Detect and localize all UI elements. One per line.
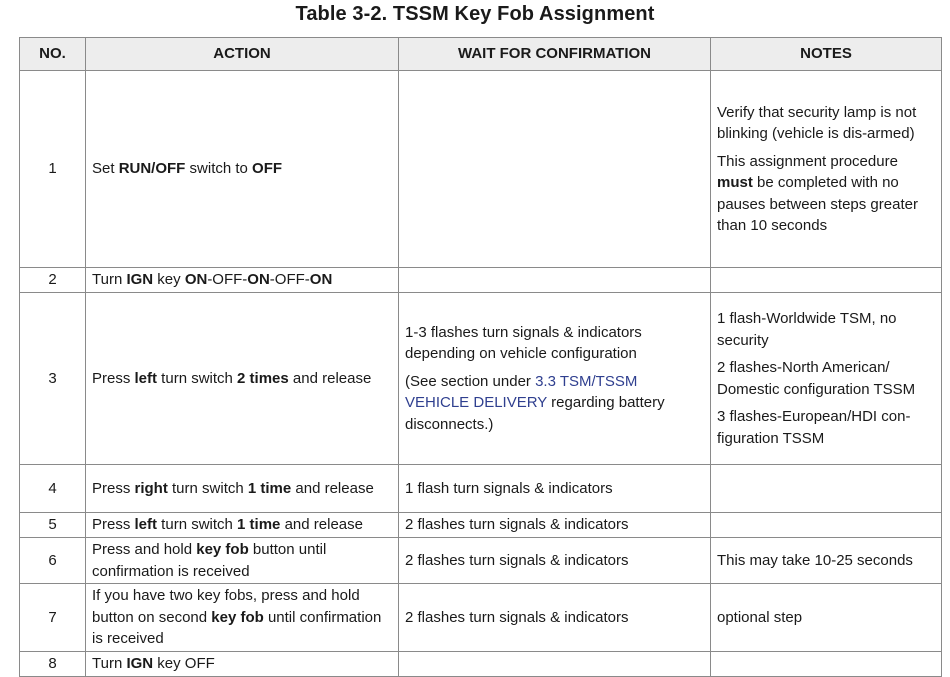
table-row (20, 268, 942, 293)
text-run: 2 flashes-North American/ Domestic configuration TSSM (717, 359, 916, 398)
note-paragraph (717, 151, 935, 237)
text-run: regarding battery disconnects.) (405, 394, 665, 433)
table-row (20, 71, 942, 268)
text-run: and release (280, 516, 363, 534)
step-number: 4 (20, 465, 86, 513)
wait-paragraph (405, 607, 704, 629)
bold-text: RUN/OFF (118, 160, 186, 178)
text-run: Press (92, 369, 135, 387)
action-cell (86, 538, 399, 584)
bold-text: must (717, 174, 753, 191)
text-run: and release (288, 369, 372, 387)
text-run: 1-3 flashes turn signals & indicators depending on vehicle configuration (405, 323, 642, 363)
text-run: switch to (185, 160, 253, 178)
action-cell (86, 652, 399, 677)
action-cell (86, 465, 399, 513)
table-row (20, 538, 942, 584)
bold-text: right (134, 479, 168, 497)
step-number: 3 (20, 293, 86, 465)
note-paragraph (717, 102, 935, 145)
bold-text: left (134, 516, 158, 534)
text-run: -OFF- (207, 271, 248, 289)
text-run: key (153, 271, 185, 289)
bold-text: 1 time (247, 479, 292, 497)
table-row (20, 465, 942, 513)
text-run: 2 flashes turn signals & indicators (405, 516, 629, 534)
section-link[interactable]: 3.3 TSM/TSSM VEHICLE DELIVERY (405, 372, 638, 412)
bold-text: IGN (126, 655, 154, 673)
notes-cell (711, 293, 942, 465)
bold-text: 1 time (237, 516, 281, 534)
step-number: 8 (20, 652, 86, 677)
action-cell (86, 584, 399, 652)
text-run: (See section under (405, 372, 536, 390)
text-run: Turn (92, 271, 127, 289)
header-no: NO. (20, 38, 86, 71)
notes-cell (711, 268, 942, 293)
notes-cell (711, 538, 942, 584)
bold-text: ON (247, 271, 270, 289)
note-paragraph (717, 308, 935, 351)
text-run: turn switch (157, 369, 238, 387)
text-run: 2 flashes turn signals & indicators (405, 608, 629, 626)
text-run: optional step (717, 608, 803, 626)
text-run: 3 flashes-European/HDI con-figuration TSSM (717, 408, 911, 447)
text-run: 2 flashes turn signals & indicators (405, 551, 629, 569)
text-run: and release (291, 479, 374, 497)
note-paragraph (717, 357, 935, 400)
step-number: 2 (20, 268, 86, 293)
bold-text: 2 times (237, 369, 289, 387)
text-run: Verify that security lamp is not blinking (vehicle is dis-armed) (717, 103, 917, 142)
notes-cell (711, 465, 942, 513)
header-wait: WAIT FOR CONFIRMATION (399, 38, 711, 71)
text-run: Turn (92, 655, 127, 673)
step-number: 6 (20, 538, 86, 584)
bold-text: ON (184, 271, 208, 289)
text-run: turn switch (167, 479, 248, 497)
text-run: This may take 10-25 seconds (717, 551, 913, 569)
wait-cell (399, 293, 711, 465)
text-run: -OFF- (269, 271, 310, 289)
text-run: key OFF (153, 655, 215, 673)
bold-text: OFF (252, 160, 283, 178)
wait-cell (399, 513, 711, 538)
notes-cell (711, 71, 942, 268)
wait-paragraph (405, 371, 704, 436)
header-notes: NOTES (711, 38, 942, 71)
table-row (20, 293, 942, 465)
header-action: ACTION (86, 38, 399, 71)
wait-cell (399, 652, 711, 677)
table-row (20, 584, 942, 652)
table-row (20, 652, 942, 677)
text-run: If you have two key fobs, press and hold button on second (92, 587, 360, 626)
step-number: 5 (20, 513, 86, 538)
bold-text: key fob (211, 608, 264, 626)
note-paragraph (717, 607, 935, 629)
note-paragraph (717, 406, 935, 449)
action-cell (86, 268, 399, 293)
action-cell (86, 71, 399, 268)
notes-cell (711, 652, 942, 677)
table-title: Table 3-2. TSSM Key Fob Assignment (295, 3, 655, 25)
step-number: 1 (20, 71, 86, 268)
text-run: turn switch (157, 516, 238, 534)
wait-cell (399, 268, 711, 293)
text-run: Press (92, 516, 135, 534)
bold-text: left (134, 369, 158, 387)
action-cell (86, 513, 399, 538)
bold-text: key fob (196, 541, 249, 558)
table-row (20, 513, 942, 538)
wait-cell (399, 465, 711, 513)
notes-cell (711, 513, 942, 538)
wait-cell (399, 71, 711, 268)
wait-cell (399, 538, 711, 584)
wait-paragraph (405, 478, 704, 500)
wait-cell (399, 584, 711, 652)
text-run: until confirmation is received (92, 608, 382, 648)
step-number: 7 (20, 584, 86, 652)
text-run: 1 flash-Worldwide TSM, no security (717, 310, 897, 349)
bold-text: ON (309, 271, 333, 289)
note-paragraph (717, 550, 935, 572)
wait-paragraph (405, 550, 704, 572)
wait-paragraph (405, 514, 704, 536)
action-cell (86, 293, 399, 465)
table-body (20, 71, 942, 677)
key-fob-table (19, 37, 942, 677)
text-run: 1 flash turn signals & indicators (405, 479, 613, 497)
text-run: Press (92, 479, 135, 497)
text-run: Press and hold (92, 541, 197, 558)
text-run: button until confirmation is received (92, 541, 327, 580)
wait-paragraph (405, 322, 704, 365)
notes-cell (711, 584, 942, 652)
bold-text: IGN (126, 271, 154, 289)
text-run: This assignment procedure (717, 152, 898, 170)
header-row (20, 38, 942, 71)
text-run: Set (92, 160, 119, 178)
text-run: be completed with no pauses between steps greater than 10 seconds (717, 174, 918, 234)
